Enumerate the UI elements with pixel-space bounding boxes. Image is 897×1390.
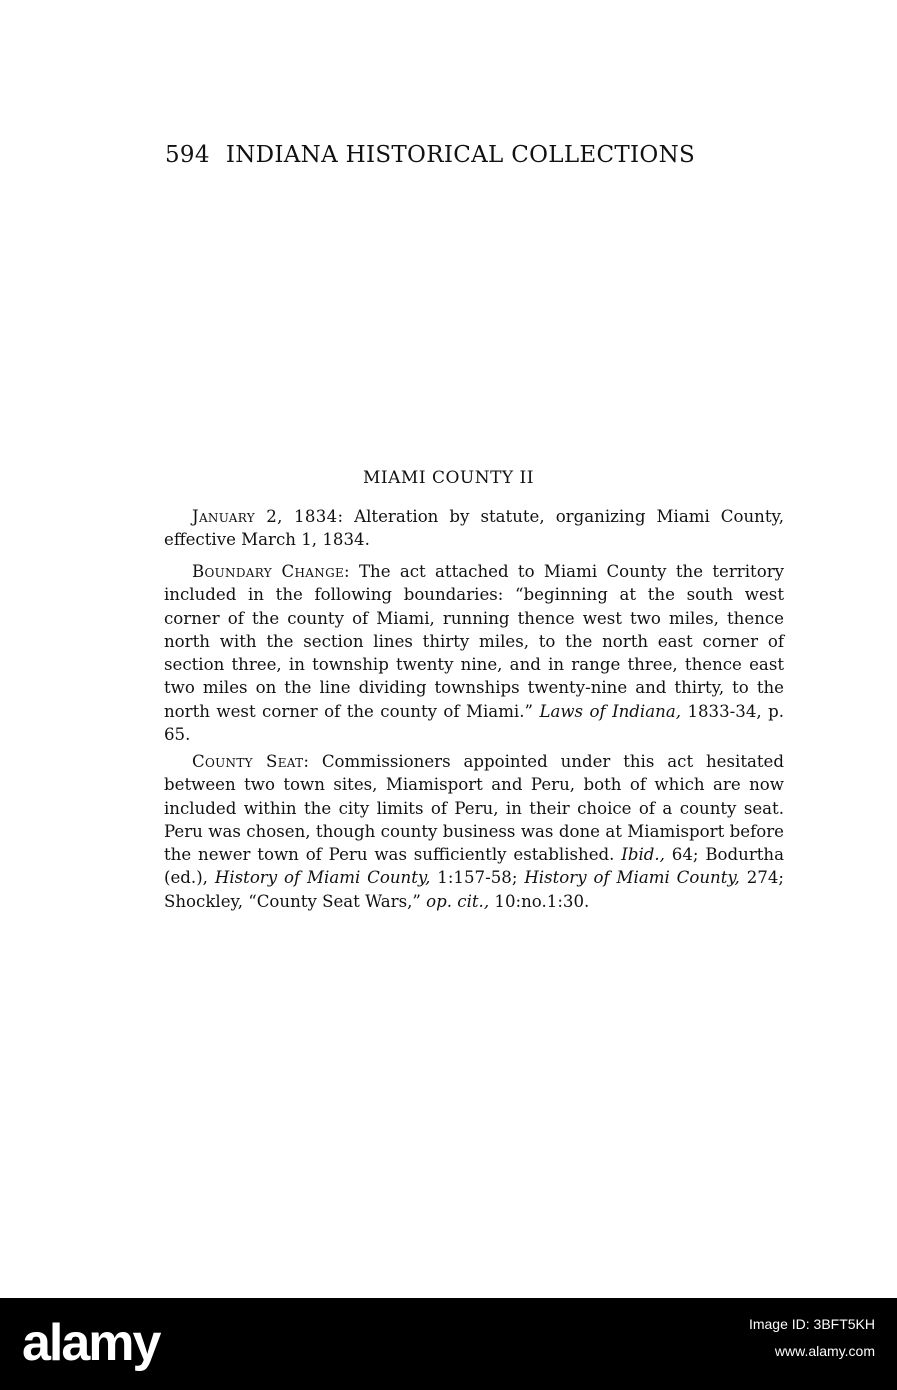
citation-ibid: Ibid., <box>621 845 665 865</box>
watermark-footer <box>0 1298 897 1390</box>
site-url: www.alamy.com <box>774 1343 875 1359</box>
citation-title: Laws of Indiana, <box>539 701 681 721</box>
entry-label: Boundary Change <box>192 562 345 581</box>
entry-text: Commissioners appointed under this act hesitated between two town sites, Miamisport and Peru, both of which are now included within the city limits of Peru, in their choice of a county seat. Peru was chosen, though county business was done at Miamisport before the newer town of Peru was sufficiently established. <box>164 752 784 865</box>
running-head <box>165 142 695 168</box>
citation-detail: 1833-34, p. 65. <box>164 701 784 745</box>
citation-text: 10:no.1:30. <box>494 891 590 911</box>
county-seat-paragraph: County Seat: Commissioners appointed under this act hesitated between two town sites, Miamisport and Peru, both of which are now included within the city limits of Peru, in their choice of a county seat. Peru was chosen, though county business was done at Miamisport before the newer town of Peru was sufficiently established. Ibid., 64; Bodurtha (ed.), History of Miami County, 1:157-58; History of Miami County, 274; Shockley, “County Seat Wars,” op. cit., 10:no.1:30. <box>164 752 785 911</box>
citation-op-cit: op. cit., <box>426 891 490 911</box>
entry-text: Alteration by statute, organizing Miami County, effective March 1, 1834. <box>164 507 784 550</box>
citation-text: 274; Shockley, “County Seat Wars,” <box>164 868 785 911</box>
book-title: INDIANA HISTORICAL COLLECTIONS <box>225 142 696 168</box>
section-title: MIAMI COUNTY II <box>363 468 534 488</box>
citation-text: 64; Bodurtha (ed.), <box>164 845 785 888</box>
page-number: 594 <box>165 142 210 168</box>
alamy-logo: alamy <box>22 1314 160 1372</box>
citation-title: History of Miami County, <box>214 868 431 888</box>
entry-date-paragraph: January 2, 1834: Alteration by statute, organizing Miami County, effective March 1, 1834. <box>164 507 784 550</box>
image-id: Image ID: 3BFT5KH <box>748 1316 875 1332</box>
citation-title: History of Miami County, <box>524 868 740 888</box>
entry-text: The act attached to Miami County the territory included in the following boundaries: “beginning at the south west corner of the county of Miami, running thence west two miles, thence north with the section lines thirty miles, to the north east corner of section three, in township twenty nine, and in range three, thence east two miles on the line dividing townships twenty-nine and thirty, to the north west corner of the county of Miami.” <box>164 562 784 721</box>
boundary-change-paragraph: Boundary Change: The act attached to Miami County the territory included in the following boundaries: “beginning at the south west corner of the county of Miami, running thence west two miles, thence north with the section lines thirty miles, to the north east corner of section three, in township twenty nine, and in range three, thence east two miles on the line dividing townships twenty-nine and thirty, to the north west corner of the county of Miami.” Laws of Indiana, 1833-34, p. 65. <box>164 562 784 745</box>
entry-label: January 2, 1834 <box>192 507 338 526</box>
entry-label: County Seat <box>192 752 304 771</box>
citation-text: 1:157-58; <box>437 868 518 888</box>
